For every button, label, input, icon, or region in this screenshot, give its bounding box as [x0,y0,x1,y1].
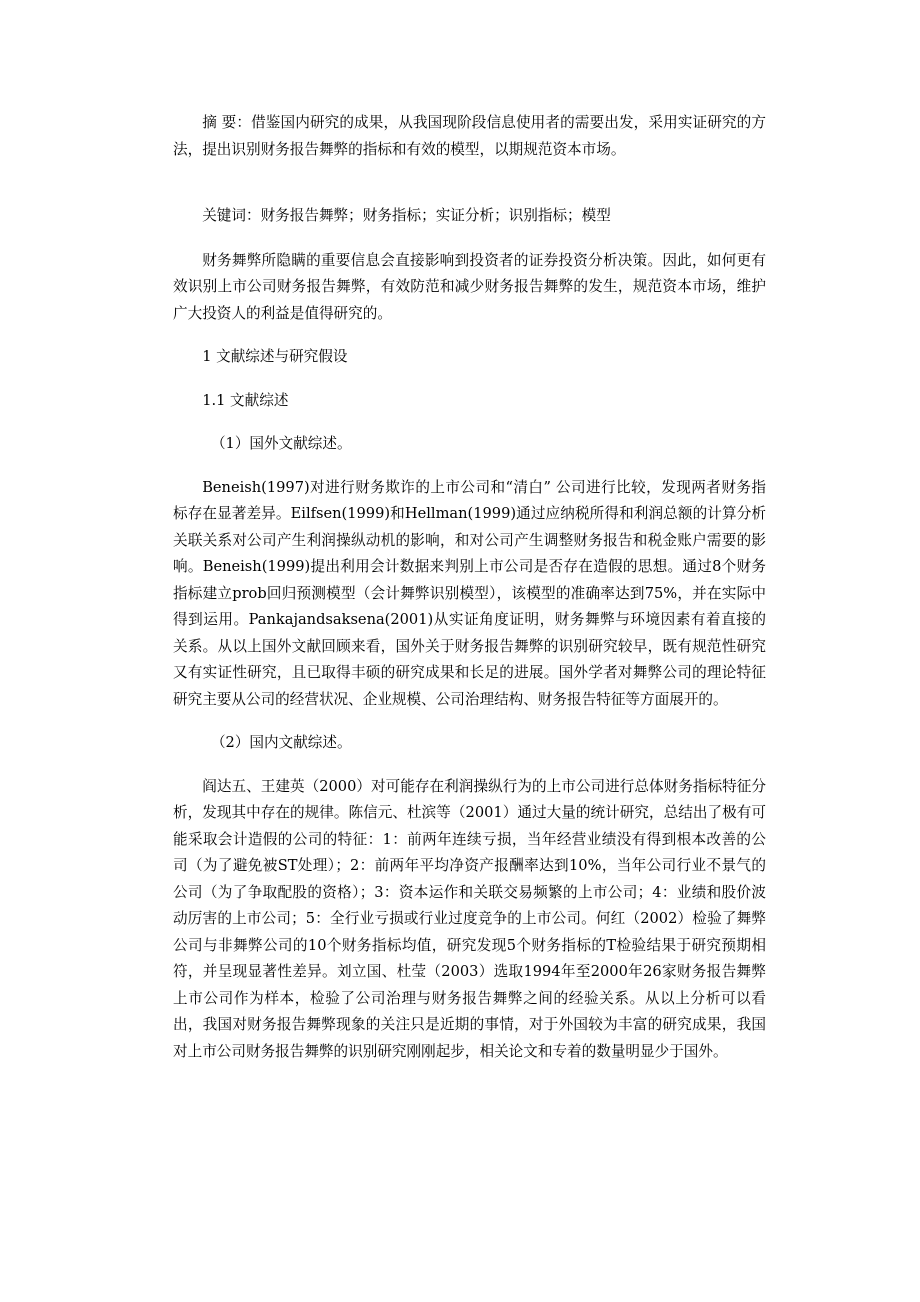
foreign-review-paragraph: Beneish(1997)对进行财务欺诈的上市公司和“清白” 公司进行比较，发现两者财务指标存在显著差异。Eilfsen(1999)和Hellman(1999)通过应纳税所得和利润总额的计算分析关联关系对公司产生利润操纵动机的影响，和对公司产生调整财务报告和税金账户需要的影响。Beneish(1999)提出利用会计数据来判别上市公司是否存在造假的思想。通过8个财务指标建立prob回归预测模型（会计舞弊识别模型），该模型的准确率达到75%，并在实际中得到运用。Pankajandsaksena(2001)从实证角度证明，财务舞弊与环境因素有着直接的关系。从以上国外文献回顾来看，国外关于财务报告舞弊的识别研究较早，既有规范性研究又有实证性研究，且已取得丰硕的研究成果和长足的进展。国外学者对舞弊公司的理论特征研究主要从公司的经营状况、企业规模、公司治理结构、财务报告特征等方面展开的。 [173,478,766,708]
keywords-line: 关键词：财务报告舞弊；财务指标；实证分析；识别指标；模型 [202,207,611,224]
subsection-foreign: （1）国外文献综述。 [210,435,352,452]
domestic-review-paragraph: 阎达五、王建英（2000）对可能存在利润操纵行为的上市公司进行总体财务指标特征分析，发现其中存在的规律。陈信元、杜滨等（2001）通过大量的统计研究，总结出了极有可能采取会计造假的公司的特征：1：前两年连续亏损，当年经营业绩没有得到根本改善的公司（为了避免被ST处理）；2：前两年平均净资产报酬率达到10%，当年公司行业不景气的公司（为了争取配股的资格）；3：资本运作和关联交易频繁的上市公司；4：业绩和股价波动厉害的上市公司；5：全行业亏损或行业过度竞争的上市公司。何红（2002）检验了舞弊公司与非舞弊公司的10个财务指标均值，研究发现5个财务指标的T检验结果于研究预期相符，并呈现显著性差异。刘立国、杜莹（2003）选取1994年至2000年26家财务报告舞弊上市公司作为样本，检验了公司治理与财务报告舞弊之间的经验关系。从以上分析可以看出，我国对财务报告舞弊现象的关注只是近期的事情，对于外国较为丰富的研究成果，我国对上市公司财务报告舞弊的识别研究刚刚起步，相关论文和专着的数量明显少于国外。 [173,777,766,1060]
document-body [173,110,766,1065]
section-heading-1: 1 文献综述与研究假设 [202,348,348,365]
abstract-paragraph: 摘 要：借鉴国内研究的成果，从我国现阶段信息使用者的需要出发，采用实证研究的方法，提出识别财务报告舞弊的指标和有效的模型，以期规范资本市场。 [173,114,766,158]
subsection-domestic: （2）国内文献综述。 [210,734,352,751]
intro-paragraph: 财务舞弊所隐瞒的重要信息会直接影响到投资者的证券投资分析决策。因此，如何更有效识别上市公司财务报告舞弊，有效防范和减少财务报告舞弊的发生，规范资本市场，维护广大投资人的利益是值得研究的。 [173,251,766,322]
section-heading-1-1: 1.1 文献综述 [202,391,289,409]
